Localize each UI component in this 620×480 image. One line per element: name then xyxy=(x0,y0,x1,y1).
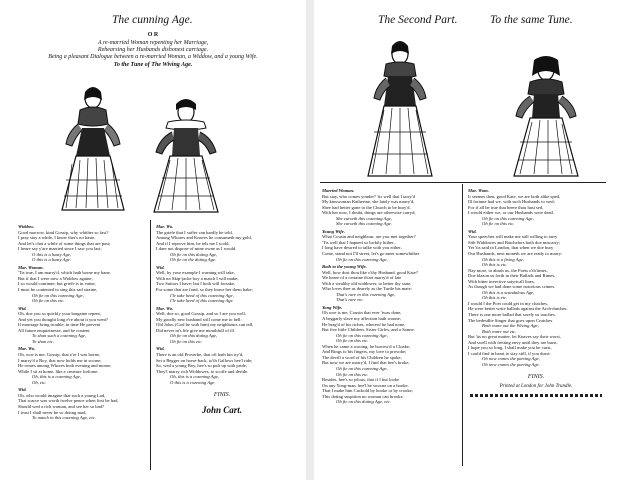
verse-line: He brag'd of his riches, whereof he had none, xyxy=(322,321,406,327)
verse-line: Among Whores and Knaves he consumeth my gold, xyxy=(156,235,252,241)
verse-line: Good morrow, kind Gossip, why whither so fast? xyxy=(18,229,109,235)
right-top-rule xyxy=(320,182,606,183)
verse-line: What Cousin and neighbour, are you met together? xyxy=(322,234,416,240)
verse-line: I would I the Poet could get in my clutches, xyxy=(468,300,549,306)
verse-line: Old John, (God be with him) my neighbours can tell, xyxy=(156,322,254,328)
refrain-line: Oh fie on this cozening Age, xyxy=(336,332,388,338)
subtitle-line-2: Rehearsing her Husbands dishonest carriage. xyxy=(97,47,209,53)
verse-line: The bedesdlie Singer that goes upon Crutches. xyxy=(468,317,554,323)
printer-imprint: Printed at London for John Trundle. xyxy=(499,384,573,389)
verse-line: If marriage bring trouble, in time He prevent xyxy=(18,322,101,328)
verse-line: Our Husbands, next moneth we are ready to marry: xyxy=(468,251,563,257)
refrain-line: Oh now comes the parting Age. xyxy=(482,361,540,367)
speaker-heading: Yong Wife. xyxy=(322,304,343,310)
verse-line: So, wed a young Boy, hee's so puft up with pride, xyxy=(156,363,247,369)
speaker-heading: Mar. Wo. xyxy=(156,305,174,311)
verse-line: Set a Begger on horse-back, to'th Gallows hee'l ride; xyxy=(156,357,253,363)
verse-line: For some that are fond, so they brave her them bake; xyxy=(156,287,253,293)
refrain-line: Oh fie on this cozening Age, xyxy=(336,256,388,262)
refrain-line: Oh fie on this doting Age, xyxy=(170,333,218,339)
verse-line: I would either we, or our Husbands were dead. xyxy=(468,210,554,216)
refrain-line: I'le take heed of this cozening Age. xyxy=(170,298,234,304)
refrain-line: Oh this is a fixing Age, xyxy=(482,256,525,262)
verse-line: Sith Widdowes and Batchelors both doe miscarry; xyxy=(468,239,561,245)
refrain-line: Oh fie on this cozening Age, xyxy=(336,365,388,371)
verse-line: But five little Children, Sister Girles, and a Sonne. xyxy=(322,327,415,333)
verse-line: And swell with fretting envy until they are burst, xyxy=(468,339,558,345)
refrain-line: She curseth this cozening Age. xyxy=(336,221,392,227)
refrain-line: That's rare in this cozening Age, xyxy=(336,291,396,297)
refrain-line: Oh fie on this doting Age, xyxy=(170,251,218,257)
verse-line: Oh, doe you so quickly your bargaine repent, xyxy=(18,311,101,317)
verse-line: But now we are marry'd, I find that hee's broke, xyxy=(322,360,410,366)
verse-line: The devill a word of his Children he spoke, xyxy=(322,354,402,360)
right-page xyxy=(314,0,620,480)
verse-line: My goodly new husband will come me to hell: xyxy=(156,316,242,322)
woodcut-widow-icon xyxy=(58,84,128,214)
verse-line: I heare say y'are married since I saw you last; xyxy=(18,246,102,252)
speaker-heading: Widdow. xyxy=(18,224,35,229)
verse-line: I long have desired to talke with you either, xyxy=(322,245,402,251)
verse-line: Two Suitors I have; but I both will forsake, xyxy=(156,281,236,287)
refrain-line: Both roare out the Wiving Age, xyxy=(482,323,539,329)
refrain-line: To shun etc. xyxy=(32,338,54,344)
refrain-line: Oh, this is a cozening Age, xyxy=(32,374,82,380)
same-tune-title: To the same Tune. xyxy=(490,14,573,26)
verse-line: 'Tis well that I hapned so luckily hither, xyxy=(322,239,395,245)
verse-line: 'Tis true, I am marry'd, which hath borne my bane, xyxy=(18,270,111,276)
refrain-line: Oh, etc. xyxy=(32,379,47,385)
verse-line: But if that I were now a Widdow againe, xyxy=(18,275,93,281)
left-column-1 xyxy=(18,222,146,421)
left-column-2 xyxy=(156,222,288,385)
speaker-heading: Wid. xyxy=(18,387,27,393)
verse-line: Did never in's life give me mouthfull of ill. xyxy=(156,327,236,333)
verse-line: I trust I shall never be so doting mad, xyxy=(18,409,87,415)
page-gutter xyxy=(306,0,314,480)
verse-line: And let's chat a while of some things that are past; xyxy=(18,240,111,246)
refrain-line: O this is a cozening Age. xyxy=(170,379,216,385)
verse-line: I dare not dispose of mine owne as I would. xyxy=(156,246,237,252)
verse-line: I could find in heart to stay still, if you durst: xyxy=(468,350,551,356)
verse-line: With a wealthy old widdower, to better thy state, xyxy=(322,280,412,286)
verse-line: Doe blazon us forth in their Ballads and Rimes, xyxy=(468,273,556,279)
refrain-line: Oh fie on this etc. xyxy=(336,371,369,377)
verse-line: I so would continue; but griefe is in vaine, xyxy=(18,281,96,287)
right-finis: FINIS. xyxy=(527,374,545,380)
speaker-heading: Wid. xyxy=(18,305,27,311)
verse-line: And Rings to his fingers, my love to provoke; xyxy=(322,349,407,355)
right-column-divider xyxy=(462,184,463,466)
verse-line: On any Yong-man, hee'l be sworne on a booke, xyxy=(322,382,409,388)
verse-line: I hope you so long, I shall make you be curst, xyxy=(468,345,552,351)
refrain-line: Oh fie on this etc. xyxy=(32,298,65,304)
refrain-line: Oh this is a scandalous Age, xyxy=(482,289,535,295)
refrain-line: Oh fie on this doting Age, etc. xyxy=(336,399,391,405)
second-part-title: The Second Part. xyxy=(378,14,458,26)
verse-line: Well, by your example I warning will take, xyxy=(156,270,235,276)
speaker-heading: Young Wife. xyxy=(322,228,345,234)
verse-line: Who loves thee as dearely as the Turtle his mate: xyxy=(322,286,412,292)
speaker-heading: Wid. xyxy=(156,264,165,270)
ornament-border xyxy=(470,394,602,397)
verse-line: And if I reprove him, he tels me I scold, xyxy=(156,240,230,246)
refrain-line: She curseth this cozening Age, xyxy=(336,215,392,221)
left-column-divider xyxy=(150,220,151,470)
verse-line: They'l marry rich Widdowes, to scoffe and deride. xyxy=(156,368,249,374)
refrain-line: Oh fie on this cozening Age, xyxy=(482,215,534,221)
speaker-heading: Mar. Wo. xyxy=(156,224,174,229)
right-column-2 xyxy=(468,186,604,368)
verse-line: With no Skip-jacke boy a match I will make; xyxy=(156,275,239,281)
verse-line: For if all be true that heere thou hast sed, xyxy=(468,204,544,210)
verse-line: But 'tis no great matter, let Knaves say their worst, xyxy=(468,334,561,340)
verse-line: That I make him Cuckold by hooke or by crooke; xyxy=(322,388,413,394)
refrain-line: That's rare etc. xyxy=(336,297,364,303)
left-or: O R xyxy=(147,32,159,38)
speaker-heading: Married Woman. xyxy=(322,188,355,193)
verse-line: He romes among Whores both evening and morne, xyxy=(18,363,112,369)
verse-line: But stay, who comes yonder? 'tis well that I tarry'd xyxy=(322,193,415,199)
verse-line: There is one more ballad that sorely us touches, xyxy=(468,312,556,318)
verse-line: Besides, hee's so jelous, that if I but looke xyxy=(322,377,400,383)
verse-line: My kinswoman Katherine, she lately was marry'd, xyxy=(322,199,415,205)
refrain-line: O this is a hasty Age, xyxy=(32,251,71,257)
refrain-line: Oh this is etc. xyxy=(482,262,508,268)
refrain-line: Oh now comes the parting Age, xyxy=(482,356,540,362)
speaker-heading: Mar. Woman. xyxy=(18,264,44,270)
refrain-line: To match in this cozening Age, etc. xyxy=(32,415,96,421)
verse-line: That scarce was worth twelve pence when first he had, xyxy=(18,398,119,404)
author-signature: John Cart. xyxy=(201,405,243,415)
refrain-line: Oh fie on the doting Age. xyxy=(170,257,217,263)
speaker-heading: Mar. Wom. xyxy=(468,188,489,193)
verse-line: I must be contented to sing this sad straine, xyxy=(18,287,98,293)
verse-line: Your speeches will make me still willing to tarry xyxy=(468,234,558,240)
refrain-line: I'le take heed of this cozening Age, xyxy=(170,292,234,298)
refrain-line: Oh, this is a cozening Age, xyxy=(170,374,220,380)
right-column-1 xyxy=(322,186,458,405)
verse-line: With her now, I doubt, things are otherwise carryd, xyxy=(322,210,416,216)
refrain-line: To shun such a cozening Age, xyxy=(32,333,87,339)
verse-line: While I sit at home, like a creature forlorne. xyxy=(18,368,99,374)
verse-line: With bitter invective satyricall lines, xyxy=(468,278,535,284)
verse-line: It seemes then, good Kate, we are both alike sped, xyxy=(468,193,561,199)
left-title: The cunning Age. xyxy=(112,14,193,26)
refrain-line: Oh fie on this etc. xyxy=(336,338,369,344)
refrain-line: Oh fie on this cozening Age, xyxy=(32,292,84,298)
verse-line: Should wed a rich woman, and see her so bad? xyxy=(18,403,104,409)
verse-line: I pray stay a while, I know ther's no haste, xyxy=(18,235,96,241)
speaker-heading: Both to the young Wife. xyxy=(322,264,367,270)
verse-line: Shee had better gone to the Church to be bury'd, xyxy=(322,204,411,210)
verse-line: Ill fortune had we, with such Husbands to wed; xyxy=(468,199,555,205)
verse-line: Nay more, to abash us, the Poets o'th'times, xyxy=(468,267,548,273)
verse-line: I marry'd a Boy, that now holds me in scorne, xyxy=(18,357,102,363)
verse-line: A beggarly slave my affection hath wonne; xyxy=(322,316,402,322)
refrain-line: Both roare out etc. xyxy=(482,328,517,334)
verse-line: Oh, who would imagine that such a young Lad, xyxy=(18,392,106,398)
refrain-line: Oh fie on this etc. xyxy=(170,338,203,344)
subtitle-tune: To the Tune of The Wiving Age. xyxy=(113,62,193,68)
speaker-heading: Mar. Wo. xyxy=(18,346,36,352)
verse-line: Well, doe so, good Gossip, and so I are you well, xyxy=(156,311,246,317)
verse-line: And yet you thought long e're about it you went? xyxy=(18,316,109,322)
verse-line: This doting suspition no woman can brooke. xyxy=(322,393,404,399)
verse-line: As though we had done some notorious crimes. xyxy=(468,284,556,290)
verse-line: Yet 'tis said in London, that when we doe bury xyxy=(468,245,554,251)
speaker-heading: Wid. xyxy=(156,346,165,352)
verse-line: He were better write ballads against the Arch-dutches: xyxy=(468,306,568,312)
verse-line: There is an old Proverbe, that oft hath bin try'd, xyxy=(156,352,244,358)
subtitle-line-3: Being a pleasant Dialogue between a re-married Woman, a Widdow, and a young Wife. xyxy=(48,54,258,60)
verse-line: When he came a wooing, he borrow'd a Cloake, xyxy=(322,343,411,349)
woodcut-young-wife-icon xyxy=(364,40,436,180)
refrain-line: Oh fie on this etc. xyxy=(482,221,515,227)
woodcut-widow-right-icon xyxy=(510,56,582,180)
left-page xyxy=(0,0,306,480)
verse-line: The griefe that I suffer can hardly be told, xyxy=(156,229,233,235)
speaker-heading: Wid. xyxy=(468,228,477,234)
verse-line: Come, stand not I'll street, let's go meet somewhither xyxy=(322,251,420,257)
refrain-line: Oh this is etc. xyxy=(482,295,508,301)
woodcut-remarried-woman-icon xyxy=(150,98,222,216)
verse-line: All future enquietnesse, and be content xyxy=(18,327,90,333)
verse-line: Well, how dost thou like o'thy Husband, good Kate? xyxy=(322,269,418,275)
verse-line: Oh, woe is me, Gossip, that e're I was borne, xyxy=(18,352,101,358)
subtitle-line-1: A re-married Woman repenting her Marriage, xyxy=(97,40,209,46)
refrain-line: O this is a hasty Age. xyxy=(32,257,71,263)
left-finis: FINIS. xyxy=(213,392,231,398)
verse-line: We heare of a certaine th'art marry'd of late xyxy=(322,275,402,281)
verse-line: Oh woe is me, Cousin that ever 'twas done, xyxy=(322,310,402,316)
